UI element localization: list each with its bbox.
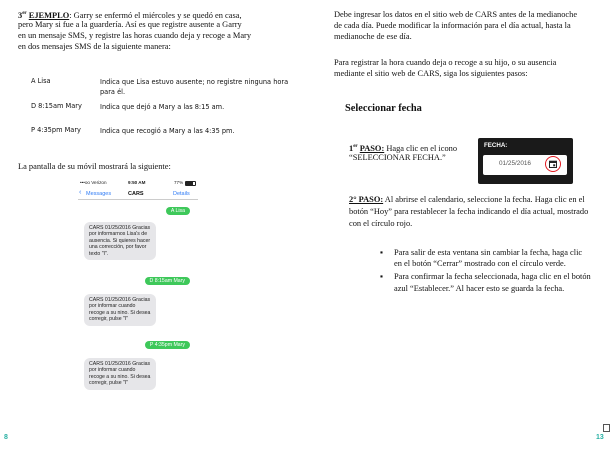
date-value: 01/25/2016 xyxy=(499,160,531,167)
para1-line1: Debe ingresar los datos en el sitio web de CARS antes de la medianoche xyxy=(334,10,578,19)
bullet-icon: ▪ xyxy=(380,248,383,257)
step2-text-2: botón “Hoy” para restablecer la fecha indicando el día actual, mostrado xyxy=(349,207,589,216)
carrier: •••oo Verizon xyxy=(80,180,107,185)
example-sup: er xyxy=(22,11,27,16)
details-link[interactable]: Details xyxy=(173,191,190,197)
page-number-right: 13 xyxy=(596,434,604,441)
sms-code: D 8:15am Mary xyxy=(31,102,82,110)
bullet-list xyxy=(380,247,604,296)
step2-text-3: con el círculo rojo. xyxy=(349,219,413,228)
example-text-1: : Garry se enfermó el miércoles y se quedó en casa, xyxy=(69,10,242,20)
checkbox-icon xyxy=(603,424,610,432)
sms-bubble-received: CARS 01/25/2016 Gracias por informarnos Lisa's de ausencia. Si quieres hacer una corrección, por favor texto "I". xyxy=(84,222,156,260)
sms-bubble-sent: P 4:35pm Mary xyxy=(145,341,190,349)
bullet-item xyxy=(380,247,604,269)
example-title: EJEMPLO xyxy=(28,10,70,20)
sms-desc: Indica que Lisa estuvo ausente; no registre ninguna hora para él. xyxy=(100,78,289,96)
para1-line3: medianoche de ese día. xyxy=(334,32,412,41)
contact-name: CARS xyxy=(128,191,144,197)
sms-bubble-sent: D 8:15am Mary xyxy=(145,277,190,285)
back-to-messages[interactable]: Messages xyxy=(86,191,112,197)
phone-intro: La pantalla de su móvil mostrará la siguiente: xyxy=(18,162,171,171)
example-text-2: pero Mary si fue a la guardería. Así es que registre ausente a Garry xyxy=(18,20,242,29)
calendar-icon xyxy=(549,160,557,168)
bullet-line: Para confirmar la fecha seleccionada, haga clic en el botón xyxy=(394,272,591,282)
step1-text-1: Haga clic en el icono xyxy=(384,143,458,153)
section-heading: Seleccionar fecha xyxy=(345,103,422,114)
sms-desc: Indica que dejó a Mary a las 8:15 am. xyxy=(100,103,225,111)
bullet-line: en el botón “Cerrar” mostrado con el círculo verde. xyxy=(394,259,566,269)
select-date-button[interactable] xyxy=(545,156,561,172)
right-page xyxy=(305,0,610,454)
bullet-line: Para salir de esta ventana sin cambiar la fecha, haga clic xyxy=(394,248,583,257)
sms-bubble-sent: A Lisa xyxy=(166,207,190,215)
sms-code: A Lisa xyxy=(31,77,51,85)
bullet-line: azul “Establecer.” Al hacer esto se guarda la fecha. xyxy=(394,283,565,293)
para2-line2: mediante el sitio web de CARS, siga los siguientes pasos: xyxy=(334,69,528,78)
phone-screenshot xyxy=(78,179,198,405)
step2-text-1: Al abrirse el calendario, seleccione la fecha. Haga clic en el xyxy=(383,195,585,204)
step2-line1 xyxy=(349,194,585,205)
date-label: FECHA: xyxy=(484,142,508,149)
para2-line1: Para registrar la hora cuando deja o recoge a su hijo, o su ausencia xyxy=(334,58,557,67)
step2-title: 2° PASO: xyxy=(349,195,384,204)
step1-text-2: “SELECCIONAR FECHA.” xyxy=(349,153,446,162)
battery-icon xyxy=(185,181,196,186)
sms-bubble-received: CARS 01/25/2016 Gracias por informar cuando recoge a su nino. Si desea corregir, pulse "I" xyxy=(84,294,156,326)
messages-navbar xyxy=(78,187,198,200)
para1-line2: de cada día. Puede modificar la información para el día actual, hasta la xyxy=(334,21,571,30)
example-text-4: en dos mensajes SMS de la siguiente manera: xyxy=(18,42,171,51)
date-input[interactable] xyxy=(483,155,567,175)
example-text-3: en un mensaje SMS, y registre las horas cuando deja y recoge a Mary xyxy=(18,31,252,40)
page-number-left: 8 xyxy=(4,434,8,441)
step1-number: 1 xyxy=(349,143,354,153)
phone-time: 9:50 AM xyxy=(128,180,146,185)
sms-desc: Indica que recogió a Mary a las 4:35 pm. xyxy=(100,127,235,135)
step1-title: PASO: xyxy=(359,143,385,153)
example-number: 3 xyxy=(18,10,23,20)
date-picker-widget xyxy=(478,138,573,184)
bullet-icon: ▪ xyxy=(380,272,383,282)
chevron-left-icon[interactable]: ‹ xyxy=(79,189,82,196)
bullet-item xyxy=(380,271,604,293)
step1-sup: er xyxy=(353,144,358,149)
status-bar xyxy=(78,179,198,186)
battery-level: 77% xyxy=(174,180,184,185)
sms-row-absent xyxy=(0,77,305,99)
sms-code: P 4:35pm Mary xyxy=(31,126,81,134)
sms-bubble-received: CARS 01/25/2016 Gracias por informar cuando recoge a su nino. Si desea corregir, pulse "I" xyxy=(84,358,156,390)
